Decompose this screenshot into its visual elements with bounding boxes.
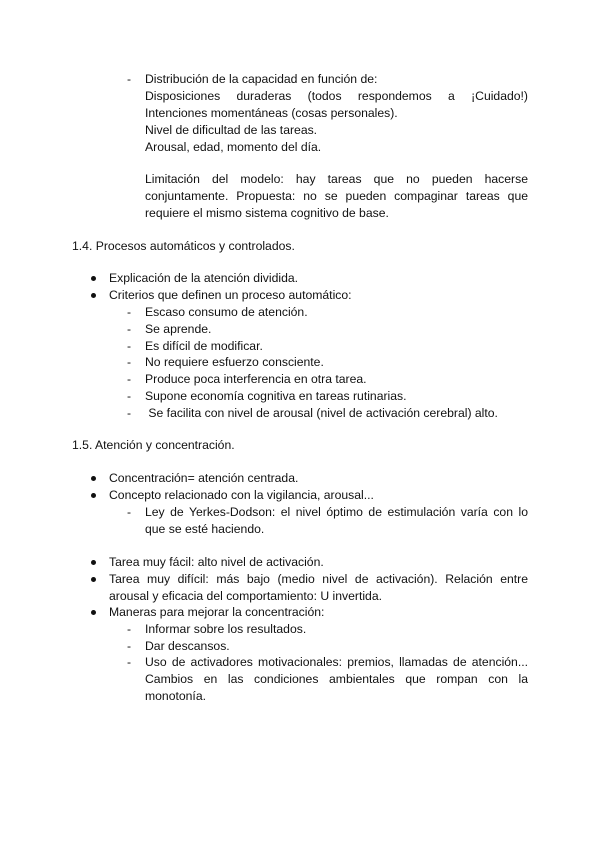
bullet-item: Explicación de la atención dividida. <box>109 271 299 285</box>
bullet-item: arousal y eficacia del comportamiento: U invertida. <box>109 589 382 603</box>
list-dash: - <box>127 639 132 653</box>
bullet-icon <box>91 493 96 498</box>
list-item: Disposiciones duraderas (todos respondemos a ¡Cuidado!) <box>145 89 528 103</box>
list-item: Se facilita con nivel de arousal (nivel de activación cerebral) alto. <box>145 406 498 420</box>
list-dash: - <box>127 72 132 86</box>
list-item: Nivel de dificultad de las tareas. <box>145 123 318 137</box>
section-heading: 1.5. Atención y concentración. <box>72 438 235 452</box>
list-item: Distribución de la capacidad en función de: <box>145 72 378 86</box>
list-dash: - <box>127 372 132 386</box>
list-item: Produce poca interferencia en otra tarea. <box>145 372 367 386</box>
list-item: Ley de Yerkes-Dodson: el nivel óptimo de estimulación varía con lo <box>145 505 528 519</box>
bullet-item: Concentración= atención centrada. <box>109 471 299 485</box>
list-item: Intenciones momentáneas (cosas personales). <box>145 106 398 120</box>
list-dash: - <box>127 322 132 336</box>
list-item: Uso de activadores motivacionales: premios, llamadas de atención... <box>145 655 528 669</box>
list-item: Cambios en las condiciones ambientales que rompan con la <box>145 672 528 686</box>
list-item: Supone economía cognitiva en tareas rutinarias. <box>145 389 407 403</box>
bullet-item: Tarea muy difícil: más bajo (medio nivel de activación). Relación entre <box>109 572 528 586</box>
list-item: que se esté haciendo. <box>145 522 265 536</box>
list-item: Es difícil de modificar. <box>145 339 263 353</box>
paragraph-line: requiere el mismo sistema cognitivo de base. <box>145 206 389 220</box>
list-item: No requiere esfuerzo consciente. <box>145 355 324 369</box>
bullet-item: Tarea muy fácil: alto nivel de activación. <box>109 555 324 569</box>
list-dash: - <box>127 305 132 319</box>
list-dash: - <box>127 389 132 403</box>
bullet-icon <box>91 476 96 481</box>
list-item: Se aprende. <box>145 322 212 336</box>
list-item: monotonía. <box>145 689 206 703</box>
section-heading: 1.4. Procesos automáticos y controlados. <box>72 239 295 253</box>
bullet-icon <box>91 560 96 565</box>
list-item: Arousal, edad, momento del día. <box>145 140 322 154</box>
list-item: Informar sobre los resultados. <box>145 622 307 636</box>
bullet-icon <box>91 577 96 582</box>
list-dash: - <box>127 339 132 353</box>
bullet-icon <box>91 276 96 281</box>
list-item: Dar descansos. <box>145 639 230 653</box>
bullet-item: Maneras para mejorar la concentración: <box>109 605 325 619</box>
bullet-icon <box>91 610 96 615</box>
paragraph-line: Limitación del modelo: hay tareas que no pueden hacerse <box>145 172 528 186</box>
list-dash: - <box>127 505 132 519</box>
list-dash: - <box>127 355 132 369</box>
list-item: Escaso consumo de atención. <box>145 305 308 319</box>
list-dash: - <box>127 622 132 636</box>
bullet-icon <box>91 293 96 298</box>
list-dash: - <box>127 655 132 669</box>
bullet-item: Concepto relacionado con la vigilancia, arousal... <box>109 488 374 502</box>
paragraph-line: conjuntamente. Propuesta: no se pueden compaginar tareas que <box>145 189 528 203</box>
bullet-item: Criterios que definen un proceso automático: <box>109 288 352 302</box>
list-dash: - <box>127 406 132 420</box>
